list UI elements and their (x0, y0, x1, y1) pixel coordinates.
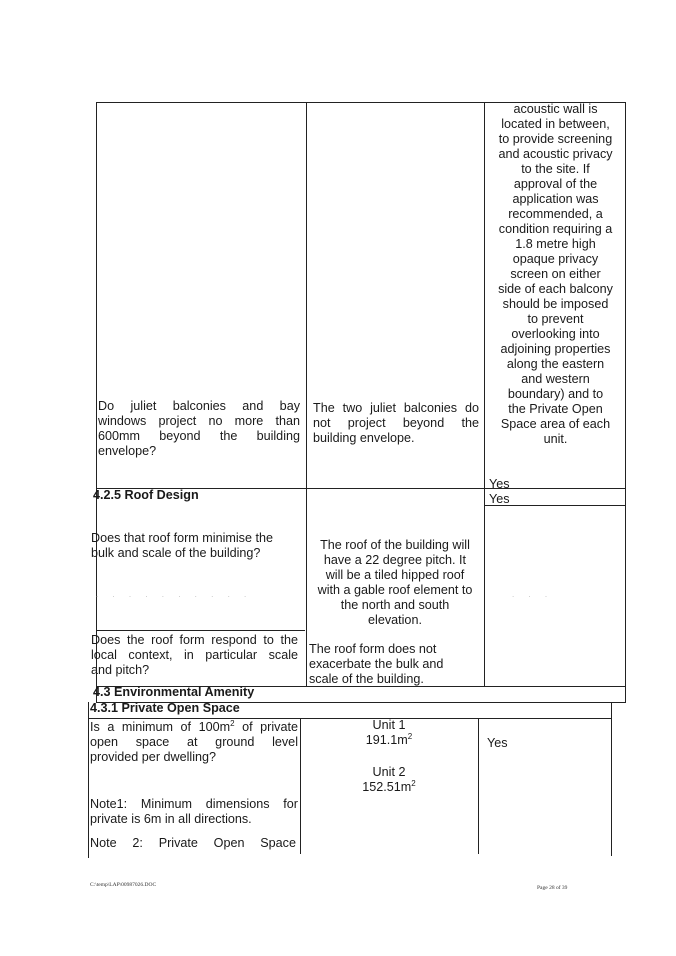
roof-q1: Does that roof form minimise the bulk and scale of the building? (91, 531, 273, 560)
pos-note1: Note1: Minimum dimensions for private is 6m in all directions. (90, 797, 298, 826)
pos-unit1: Unit 1 $191.1m^2$ (365, 718, 413, 747)
col-divider-2 (484, 102, 485, 686)
faint-dots-right: . . . (512, 590, 554, 599)
col-divider-1 (306, 102, 307, 686)
roof-heading: 4.2.5 Roof Design (93, 488, 199, 502)
juliet-compliance: Yes (489, 477, 510, 491)
pos-heading: 4.3.1 Private Open Space (90, 701, 240, 715)
roof-r2: The roof form does not exacerbate the bulk and scale of the building. (309, 642, 444, 686)
roof-r1: The roof of the building will have a 22 degree pitch. It will be a tiled hipped roof with a gable roof element to the north and south elevation. (317, 538, 473, 627)
pos-question: Is a minimum of $100m^2$ of private open space at ground level provided per dwelling? (90, 718, 298, 764)
lower-col-divider-2 (478, 718, 479, 854)
juliet-comment: acoustic wall is located in between, to provide screening and acoustic privacy to the site. If approval of the application was recommended, a condition requiring a 1.8 metre high opaque privacy screen on either side of each balcony should be imposed to prevent overlooking into adjoining properties along the eastern and western boundary) and to the Private Open Space area of each unit. (498, 102, 613, 446)
juliet-question: Do juliet balconies and bay windows project no more than 600mm beyond the building envelope? (98, 399, 300, 458)
lower-border-left (88, 702, 89, 858)
pos-compliance: Yes (487, 736, 508, 750)
row-divider-roof-q2 (96, 630, 305, 631)
lower-border-right (611, 702, 612, 856)
amenity-heading: 4.3 Environmental Amenity (93, 685, 255, 699)
pos-unit2: Unit 2 $152.51m^2$ (362, 765, 416, 794)
roof-compliance: Yes (489, 492, 510, 506)
pos-note2: Note 2: Private Open Space (90, 836, 296, 850)
roof-q2: Does the roof form respond to the local context, in particular scale and pitch? (91, 633, 298, 677)
table-border-left (96, 102, 97, 702)
faint-dots-left: . . . . . . . . . . (96, 590, 253, 599)
footer-page-number: Page 28 of 39 (537, 885, 568, 891)
juliet-response: The two juliet balconies do not project beyond the building envelope. (313, 401, 479, 445)
footer-path: C:\temp\LAP\00987026.DOC (90, 882, 157, 888)
table-border-right (625, 102, 626, 702)
